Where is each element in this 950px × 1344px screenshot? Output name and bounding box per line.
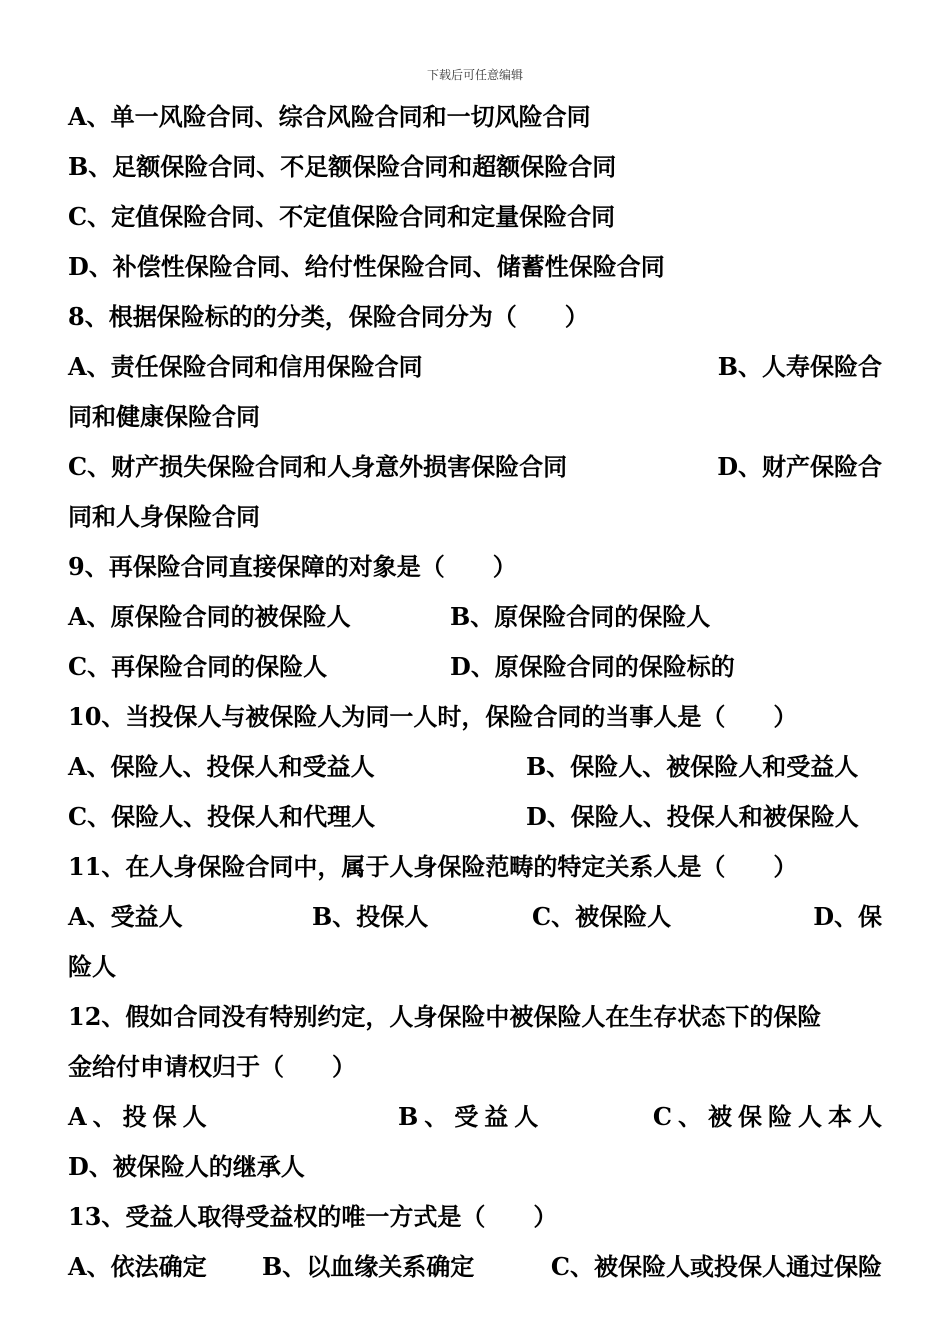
q9-option-a: A、原保险合同的被保险人 — [68, 602, 351, 631]
q13-option-c: C、被保险人或投保人通过保险 — [550, 1252, 882, 1281]
q8-option-d-cont: 同和人身保险合同 — [68, 502, 260, 531]
q9-option-c: C、再保险合同的保险人 — [68, 652, 328, 681]
question-8: 8、根据保险标的的分类，保险合同分为（ ） — [68, 302, 589, 331]
q10-option-d: D、保险人、投保人和被保险人 — [526, 802, 859, 831]
q12-option-c: C、被保险人本人 — [652, 1102, 888, 1131]
q9-option-b: B、原保险合同的保险人 — [450, 602, 711, 631]
question-9: 9、再保险合同直接保障的对象是（ ） — [68, 552, 517, 581]
q10-option-a: A、保险人、投保人和受益人 — [68, 752, 375, 781]
q13-option-a: A、依法确定 — [68, 1252, 207, 1281]
q8-option-d: D、财产保险合 — [717, 452, 882, 481]
q9-option-d: D、原保险合同的保险标的 — [450, 652, 735, 681]
option-b-amount: B、足额保险合同、不足额保险合同和超额保险合同 — [68, 152, 617, 181]
q11-option-a: A、受益人 — [68, 902, 183, 931]
q8-option-a: A、责任保险合同和信用保险合同 — [68, 352, 423, 381]
q13-option-b: B、以血缘关系确定 — [262, 1252, 475, 1281]
q10-option-b: B、保险人、被保险人和受益人 — [526, 752, 859, 781]
question-13: 13、受益人取得受益权的唯一方式是（ ） — [68, 1202, 558, 1231]
option-a-risk: A、单一风险合同、综合风险合同和一切风险合同 — [68, 102, 591, 131]
question-10: 10、当投保人与被保险人为同一人时，保险合同的当事人是（ ） — [68, 702, 798, 731]
q8-option-c: C、财产损失保险合同和人身意外损害保险合同 — [68, 452, 568, 481]
q10-option-c: C、保险人、投保人和代理人 — [68, 802, 376, 831]
q11-option-b: B、投保人 — [312, 902, 429, 931]
option-d-compensation: D、补偿性保险合同、给付性保险合同、储蓄性保险合同 — [68, 252, 665, 281]
q11-option-c: C、被保险人 — [532, 902, 672, 931]
q12-option-a: A、投保人 — [68, 1102, 213, 1131]
q11-option-d-cont: 险人 — [68, 952, 116, 981]
q12-option-b: B、受益人 — [398, 1102, 545, 1131]
question-12-line-2: 金给付申请权归于（ ） — [68, 1052, 356, 1081]
q12-option-d: D、被保险人的继承人 — [68, 1152, 305, 1181]
q11-option-d: D、保 — [813, 902, 882, 931]
question-12-line-1: 12、假如合同没有特别约定，人身保险中被保险人在生存状态下的保险 — [68, 1002, 822, 1031]
q8-option-b-cont: 同和健康保险合同 — [68, 402, 260, 431]
q8-option-b: B、人寿保险合 — [717, 352, 882, 381]
option-c-valued: C、定值保险合同、不定值保险合同和定量保险合同 — [68, 202, 616, 231]
question-11: 11、在人身保险合同中，属于人身保险范畴的特定关系人是（ ） — [68, 852, 798, 881]
page-header: 下载后可任意编辑 — [426, 68, 523, 82]
